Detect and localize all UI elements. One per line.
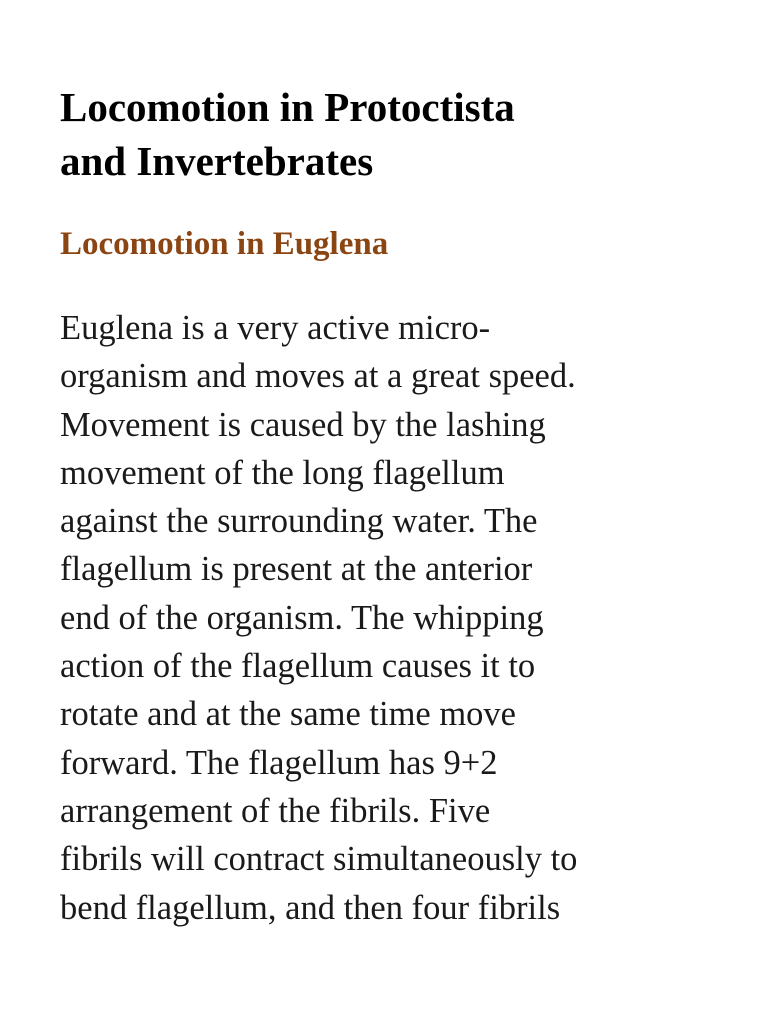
body-line: forward. The flagellum has 9+2 bbox=[60, 743, 498, 782]
page-title-line: and Invertebrates bbox=[60, 138, 374, 184]
body-line: arrangement of the fibrils. Five bbox=[60, 791, 491, 830]
body-line: fibrils will contract simultaneously to bbox=[60, 840, 578, 879]
body-line: action of the flagellum causes it to bbox=[60, 647, 536, 686]
body-line: against the surrounding water. The bbox=[60, 502, 538, 541]
body-paragraph bbox=[60, 304, 720, 932]
body-line: movement of the long flagellum bbox=[60, 453, 505, 492]
body-line: organism and moves at a great speed. bbox=[60, 357, 576, 396]
body-line: flagellum is present at the anterior bbox=[60, 550, 533, 589]
body-line: Euglena is a very active micro- bbox=[60, 309, 491, 347]
section-heading: Locomotion in Euglena bbox=[60, 226, 389, 262]
page-title bbox=[60, 80, 720, 188]
body-line: Movement is caused by the lashing bbox=[60, 405, 546, 444]
page-title-line: Locomotion in Protoctista bbox=[60, 84, 515, 130]
body-line: rotate and at the same time move bbox=[60, 695, 516, 734]
body-line: end of the organism. The whipping bbox=[60, 598, 544, 637]
body-line: bend flagellum, and then four fibrils bbox=[60, 888, 561, 927]
